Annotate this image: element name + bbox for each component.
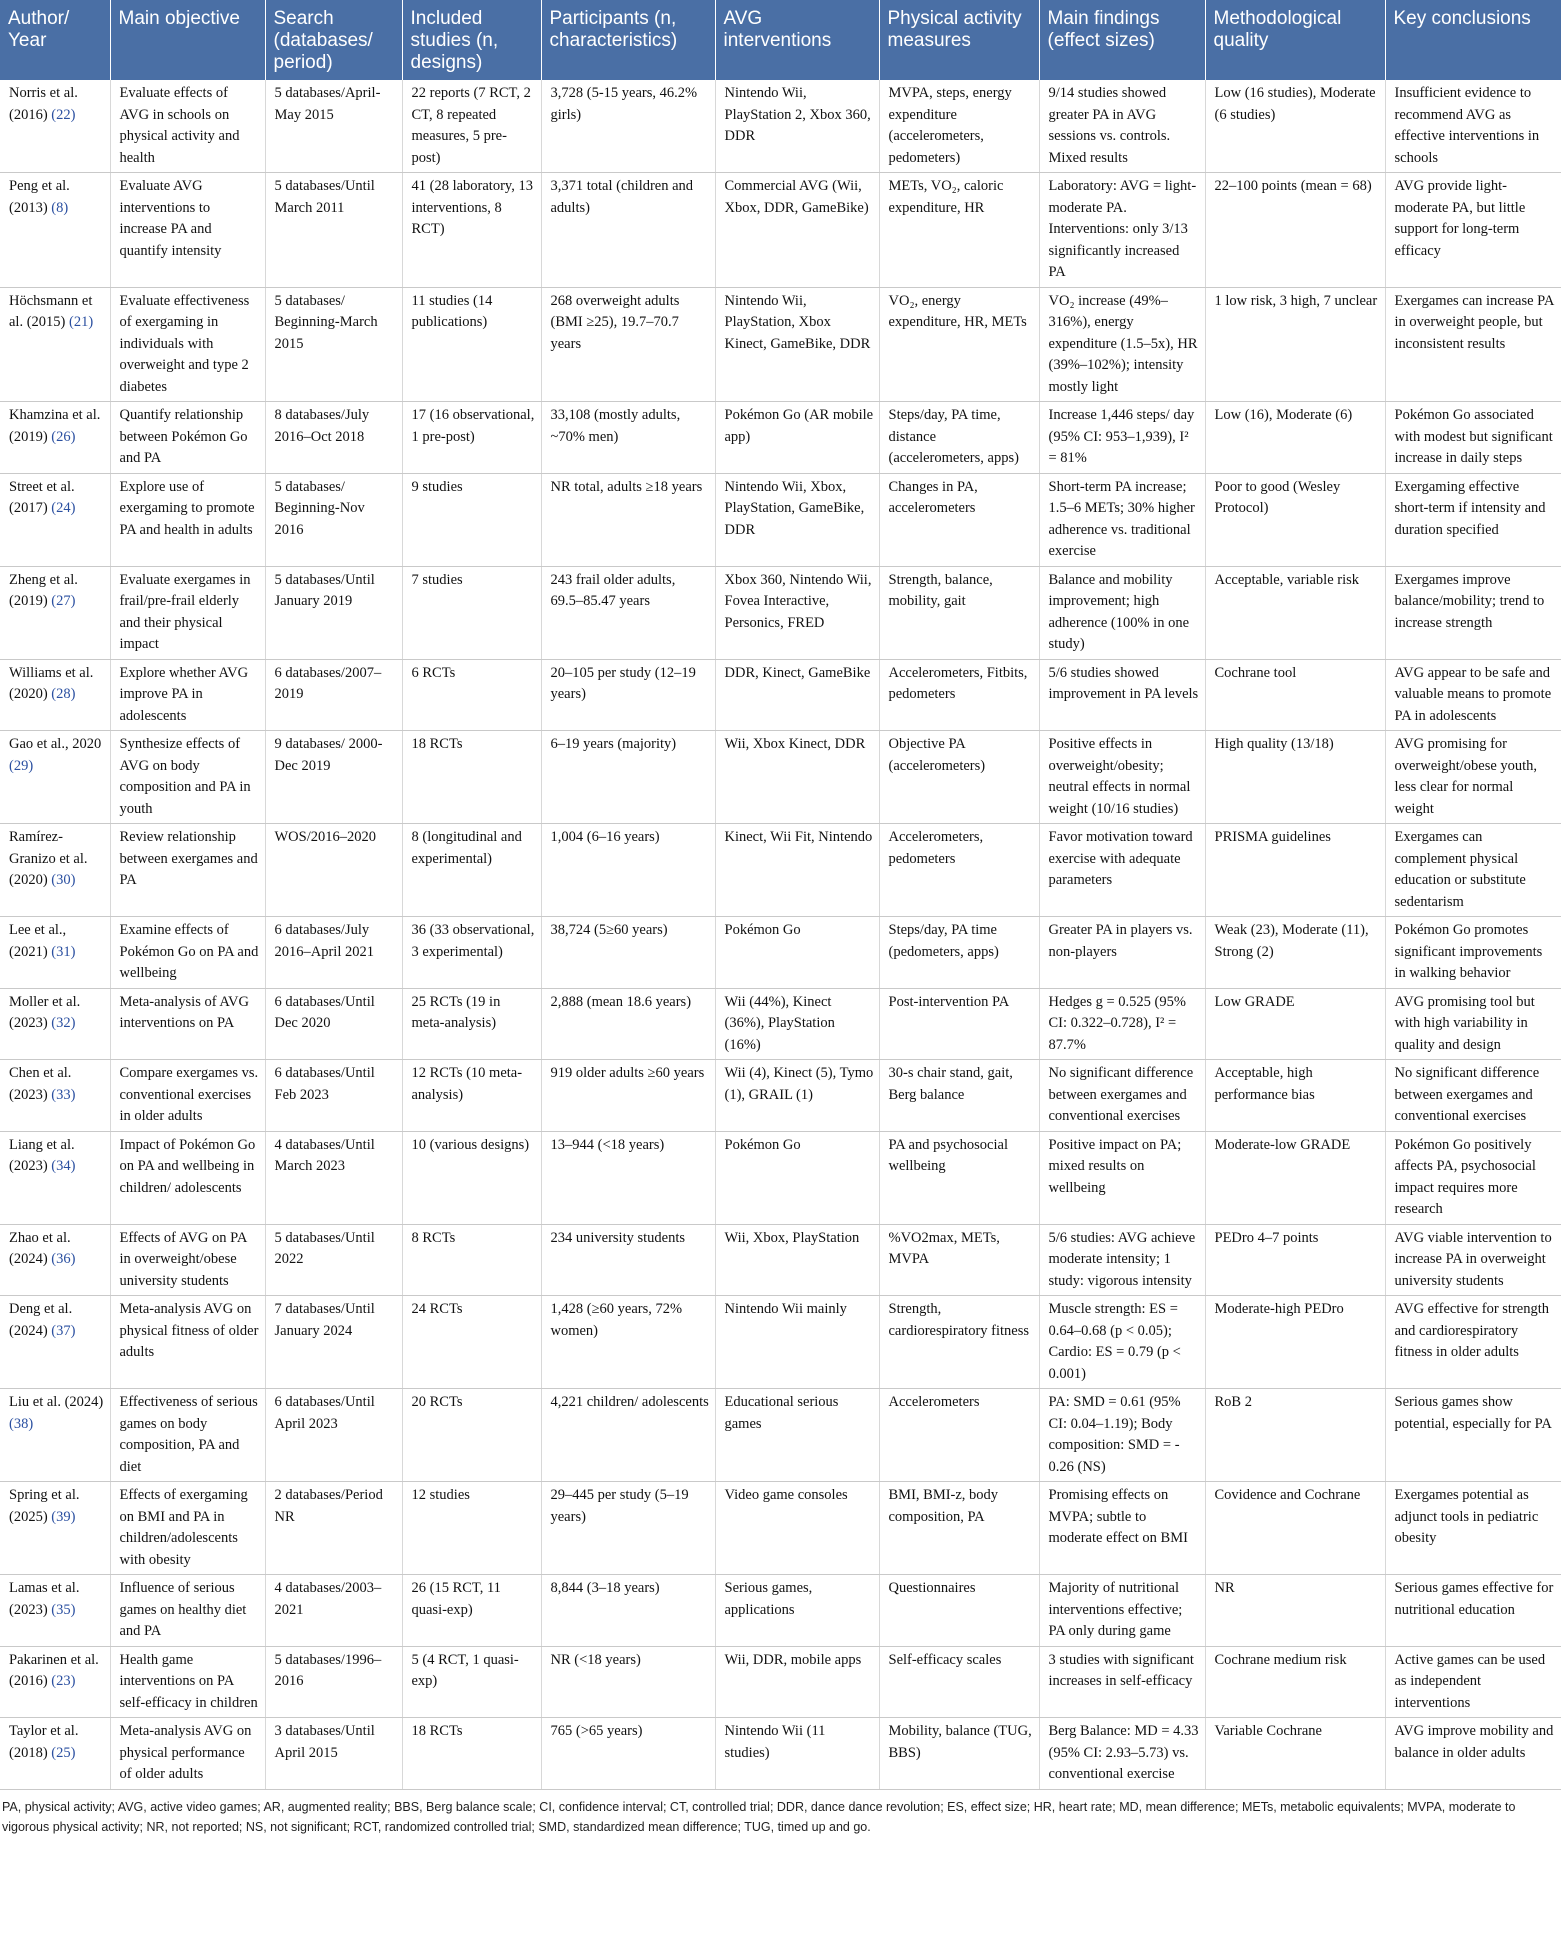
author-name: Ramírez-Granizo et al. (2020) xyxy=(9,829,88,888)
cell-avg-interventions: Kinect, Wii Fit, Nintendo xyxy=(715,824,879,917)
cell-main-findings: 3 studies with significant increases in self-efficacy xyxy=(1039,1646,1205,1718)
cell-avg-interventions: Nintendo Wii, PlayStation, Xbox Kinect, GameBike, DDR xyxy=(715,287,879,402)
table-row xyxy=(0,566,1561,659)
col-header-studies: Included studies (n, designs) xyxy=(402,0,541,80)
cell-main-findings: No significant difference between exergames and conventional exercises xyxy=(1039,1060,1205,1132)
cell-conclusions: Pokémon Go positively affects PA, psychosocial impact requires more research xyxy=(1385,1131,1561,1224)
reference-link[interactable]: (24) xyxy=(51,500,76,516)
cell-conclusions: Exergames improve balance/mobility; trend to increase strength xyxy=(1385,566,1561,659)
cell-search: 6 databases/2007–2019 xyxy=(265,659,402,731)
table-row xyxy=(0,1389,1561,1482)
table-row xyxy=(0,80,1561,173)
reference-link[interactable]: (39) xyxy=(51,1508,76,1525)
cell-avg-interventions: Pokémon Go (AR mobile app) xyxy=(715,402,879,474)
cell-quality: PEDro 4–7 points xyxy=(1205,1224,1385,1296)
cell-studies: 12 RCTs (10 meta-analysis) xyxy=(402,1060,541,1132)
cell-participants: 3,728 (5-15 years, 46.2% girls) xyxy=(541,80,715,173)
reference-link[interactable]: (35) xyxy=(51,1601,76,1618)
cell-author xyxy=(0,659,110,731)
author-name: Liu et al. (2024) xyxy=(9,1394,104,1410)
author-name: Moller et al. (2023) xyxy=(9,993,81,1031)
cell-conclusions: Insufficient evidence to recommend AVG as effective interventions in schools xyxy=(1385,80,1561,173)
cell-objective: Meta-analysis AVG on physical performance of older adults xyxy=(110,1718,265,1790)
cell-participants: 1,428 (≥60 years, 72% women) xyxy=(541,1296,715,1389)
author-name: Zhao et al. (2024) xyxy=(9,1229,71,1267)
author-name: Liang et al. (2023) xyxy=(9,1136,75,1174)
cell-avg-interventions: Wii, Xbox Kinect, DDR xyxy=(715,731,879,824)
cell-participants: 3,371 total (children and adults) xyxy=(541,173,715,288)
cell-participants: 13–944 (<18 years) xyxy=(541,1131,715,1224)
cell-search: 6 databases/Until Feb 2023 xyxy=(265,1060,402,1132)
table-row xyxy=(0,287,1561,402)
cell-pa-measures: Strength, balance, mobility, gait xyxy=(879,566,1039,659)
cell-avg-interventions: DDR, Kinect, GameBike xyxy=(715,659,879,731)
cell-author xyxy=(0,1646,110,1718)
table-row xyxy=(0,917,1561,989)
reference-link[interactable]: (34) xyxy=(51,1158,76,1174)
table-row xyxy=(0,473,1561,566)
cell-participants: NR (<18 years) xyxy=(541,1646,715,1718)
cell-studies: 41 (28 laboratory, 13 interventions, 8 RCT) xyxy=(402,173,541,288)
cell-search: 5 databases/Until March 2011 xyxy=(265,173,402,288)
cell-objective: Examine effects of Pokémon Go on PA and wellbeing xyxy=(110,917,265,989)
cell-author xyxy=(0,566,110,659)
cell-objective: Effectiveness of serious games on body composition, PA and diet xyxy=(110,1389,265,1482)
cell-avg-interventions: Pokémon Go xyxy=(715,917,879,989)
cell-studies: 18 RCTs xyxy=(402,1718,541,1790)
author-name: Taylor et al. (2018) xyxy=(9,1723,79,1761)
cell-studies: 7 studies xyxy=(402,566,541,659)
reference-link[interactable]: (30) xyxy=(51,872,76,888)
cell-quality: Covidence and Cochrane xyxy=(1205,1482,1385,1575)
reference-link[interactable]: (25) xyxy=(51,1744,76,1761)
cell-participants: 8,844 (3–18 years) xyxy=(541,1575,715,1647)
cell-pa-measures: BMI, BMI-z, body composition, PA xyxy=(879,1482,1039,1575)
cell-studies: 6 RCTs xyxy=(402,659,541,731)
reference-link[interactable]: (32) xyxy=(51,1015,76,1031)
table-row xyxy=(0,1224,1561,1296)
cell-author xyxy=(0,1482,110,1575)
cell-pa-measures: VO₂, energy expenditure, HR, METs xyxy=(879,287,1039,402)
author-name: Khamzina et al. (2019) xyxy=(9,407,101,445)
table-footnote: PA, physical activity; AVG, active video games; AR, augmented reality; BBS, Berg balance scale; CI, confidence interval; CT, controlled trial; DDR, dance dance revolution; ES, effect size; HR, heart rate; MD, mean difference; METs, metabolic equivalents; MVPA, moderate to vigorous physical activity; NR, not reported; NS, not significant; RCT, randomized controlled trial; SMD, standardized mean difference; TUG, timed up and go. xyxy=(2,1799,1516,1834)
cell-avg-interventions: Wii, DDR, mobile apps xyxy=(715,1646,879,1718)
cell-objective: Synthesize effects of AVG on body composition and PA in youth xyxy=(110,731,265,824)
cell-author xyxy=(0,824,110,917)
cell-studies: 26 (15 RCT, 11 quasi-exp) xyxy=(402,1575,541,1647)
reference-link[interactable]: (33) xyxy=(51,1086,76,1103)
cell-pa-measures: 30-s chair stand, gait, Berg balance xyxy=(879,1060,1039,1132)
cell-quality: Moderate-high PEDro xyxy=(1205,1296,1385,1389)
cell-conclusions: AVG improve mobility and balance in older adults xyxy=(1385,1718,1561,1790)
cell-conclusions: Serious games show potential, especially for PA xyxy=(1385,1389,1561,1482)
cell-main-findings: Greater PA in players vs. non-players xyxy=(1039,917,1205,989)
cell-avg-interventions: Video game consoles xyxy=(715,1482,879,1575)
col-header-avg: AVG interventions xyxy=(715,0,879,80)
reference-link[interactable]: (36) xyxy=(51,1251,76,1267)
cell-participants: 33,108 (mostly adults, ~70% men) xyxy=(541,402,715,474)
cell-objective: Explore whether AVG improve PA in adolescents xyxy=(110,659,265,731)
cell-search: 5 databases/April-May 2015 xyxy=(265,80,402,173)
cell-search: 4 databases/Until March 2023 xyxy=(265,1131,402,1224)
cell-author xyxy=(0,1575,110,1647)
reference-link[interactable]: (26) xyxy=(51,428,76,445)
author-name: Lee et al., (2021) xyxy=(9,922,67,960)
table-body xyxy=(0,80,1561,1789)
cell-participants: 234 university students xyxy=(541,1224,715,1296)
cell-participants: 20–105 per study (12–19 years) xyxy=(541,659,715,731)
cell-studies: 25 RCTs (19 in meta-analysis) xyxy=(402,988,541,1060)
author-name: Spring et al. (2025) xyxy=(9,1487,80,1525)
cell-main-findings: Balance and mobility improvement; high adherence (100% in one study) xyxy=(1039,566,1205,659)
cell-author xyxy=(0,1224,110,1296)
col-header-findings: Main findings (effect sizes) xyxy=(1039,0,1205,80)
author-name: Zheng et al. (2019) xyxy=(9,571,78,609)
cell-main-findings: PA: SMD = 0.61 (95% CI: 0.04–1.19); Body composition: SMD = - 0.26 (NS) xyxy=(1039,1389,1205,1482)
col-header-conclusions: Key conclusions xyxy=(1385,0,1561,80)
cell-pa-measures: Accelerometers, pedometers xyxy=(879,824,1039,917)
cell-quality: 22–100 points (mean = 68) xyxy=(1205,173,1385,288)
cell-studies: 17 (16 observational, 1 pre-post) xyxy=(402,402,541,474)
cell-quality: Acceptable, high performance bias xyxy=(1205,1060,1385,1132)
cell-participants: 268 overweight adults (BMI ≥25), 19.7–70.7 years xyxy=(541,287,715,402)
cell-quality: Moderate-low GRADE xyxy=(1205,1131,1385,1224)
cell-search: 6 databases/Until Dec 2020 xyxy=(265,988,402,1060)
cell-conclusions: Pokémon Go promotes significant improvements in walking behavior xyxy=(1385,917,1561,989)
table-row xyxy=(0,1296,1561,1389)
cell-objective: Quantify relationship between Pokémon Go and PA xyxy=(110,402,265,474)
cell-studies: 36 (33 observational, 3 experimental) xyxy=(402,917,541,989)
cell-avg-interventions: Nintendo Wii mainly xyxy=(715,1296,879,1389)
cell-avg-interventions: Nintendo Wii, Xbox, PlayStation, GameBike, DDR xyxy=(715,473,879,566)
cell-author xyxy=(0,1060,110,1132)
cell-search: 2 databases/Period NR xyxy=(265,1482,402,1575)
cell-conclusions: Serious games effective for nutritional education xyxy=(1385,1575,1561,1647)
reference-link[interactable]: (22) xyxy=(51,106,76,123)
author-name: Höchsmann et al. (2015) xyxy=(9,292,93,330)
cell-objective: Effects of exergaming on BMI and PA in children/adolescents with obesity xyxy=(110,1482,265,1575)
cell-studies: 24 RCTs xyxy=(402,1296,541,1389)
cell-pa-measures: Mobility, balance (TUG, BBS) xyxy=(879,1718,1039,1790)
cell-participants: 243 frail older adults, 69.5–85.47 years xyxy=(541,566,715,659)
cell-participants: 38,724 (5≥60 years) xyxy=(541,917,715,989)
cell-objective: Evaluate effectiveness of exergaming in individuals with overweight and type 2 diabetes xyxy=(110,287,265,402)
cell-conclusions: Exergaming effective short-term if intensity and duration specified xyxy=(1385,473,1561,566)
col-header-author: Author/ Year xyxy=(0,0,110,80)
cell-objective: Evaluate AVG interventions to increase PA and quantify intensity xyxy=(110,173,265,288)
cell-avg-interventions: Wii (4), Kinect (5), Tymo (1), GRAIL (1) xyxy=(715,1060,879,1132)
col-header-search: Search (databases/ period) xyxy=(265,0,402,80)
table-row xyxy=(0,1646,1561,1718)
cell-studies: 8 RCTs xyxy=(402,1224,541,1296)
cell-search: 5 databases/Until January 2019 xyxy=(265,566,402,659)
cell-conclusions: AVG provide light-moderate PA, but little support for long-term efficacy xyxy=(1385,173,1561,288)
cell-quality: Low GRADE xyxy=(1205,988,1385,1060)
cell-main-findings: Berg Balance: MD = 4.33 (95% CI: 2.93–5.73) vs. conventional exercise xyxy=(1039,1718,1205,1790)
cell-main-findings: Promising effects on MVPA; subtle to moderate effect on BMI xyxy=(1039,1482,1205,1575)
cell-avg-interventions: Nintendo Wii (11 studies) xyxy=(715,1718,879,1790)
author-name: Peng et al. (2013) xyxy=(9,178,70,216)
cell-conclusions: Pokémon Go associated with modest but significant increase in daily steps xyxy=(1385,402,1561,474)
cell-author xyxy=(0,287,110,402)
cell-pa-measures: Changes in PA, accelerometers xyxy=(879,473,1039,566)
cell-search: 7 databases/Until January 2024 xyxy=(265,1296,402,1389)
cell-studies: 9 studies xyxy=(402,473,541,566)
cell-main-findings: VO₂ increase (49%–316%), energy expenditure (1.5–5x), HR (39%–102%); intensity mostly light xyxy=(1039,287,1205,402)
cell-quality: High quality (13/18) xyxy=(1205,731,1385,824)
cell-quality: Poor to good (Wesley Protocol) xyxy=(1205,473,1385,566)
cell-main-findings: Positive impact on PA; mixed results on wellbeing xyxy=(1039,1131,1205,1224)
cell-objective: Meta-analysis AVG on physical fitness of older adults xyxy=(110,1296,265,1389)
cell-pa-measures: %VO2max, METs, MVPA xyxy=(879,1224,1039,1296)
cell-conclusions: Exergames potential as adjunct tools in pediatric obesity xyxy=(1385,1482,1561,1575)
cell-conclusions: Exergames can increase PA in overweight people, but inconsistent results xyxy=(1385,287,1561,402)
col-header-objective: Main objective xyxy=(110,0,265,80)
cell-author xyxy=(0,80,110,173)
cell-main-findings: Positive effects in overweight/obesity; neutral effects in normal weight (10/16 studies) xyxy=(1039,731,1205,824)
table-row xyxy=(0,1575,1561,1647)
cell-author xyxy=(0,173,110,288)
cell-participants: 2,888 (mean 18.6 years) xyxy=(541,988,715,1060)
cell-main-findings: 9/14 studies showed greater PA in AVG sessions vs. controls. Mixed results xyxy=(1039,80,1205,173)
cell-main-findings: 5/6 studies: AVG achieve moderate intensity; 1 study: vigorous intensity xyxy=(1039,1224,1205,1296)
cell-main-findings: Short-term PA increase; 1.5–6 METs; 30% higher adherence vs. traditional exercise xyxy=(1039,473,1205,566)
cell-search: WOS/2016–2020 xyxy=(265,824,402,917)
cell-pa-measures: METs, VO₂, caloric expenditure, HR xyxy=(879,173,1039,288)
cell-pa-measures: Steps/day, PA time, distance (accelerometers, apps) xyxy=(879,402,1039,474)
cell-avg-interventions: Wii, Xbox, PlayStation xyxy=(715,1224,879,1296)
cell-quality: Low (16 studies), Moderate (6 studies) xyxy=(1205,80,1385,173)
table-row xyxy=(0,1718,1561,1790)
cell-pa-measures: Accelerometers xyxy=(879,1389,1039,1482)
cell-objective: Meta-analysis of AVG interventions on PA xyxy=(110,988,265,1060)
cell-avg-interventions: Pokémon Go xyxy=(715,1131,879,1224)
cell-avg-interventions: Serious games, applications xyxy=(715,1575,879,1647)
author-name: Deng et al. (2024) xyxy=(9,1301,73,1339)
cell-pa-measures: Self-efficacy scales xyxy=(879,1646,1039,1718)
cell-main-findings: Favor motivation toward exercise with adequate parameters xyxy=(1039,824,1205,917)
cell-author xyxy=(0,402,110,474)
cell-pa-measures: Strength, cardiorespiratory fitness xyxy=(879,1296,1039,1389)
cell-search: 5 databases/1996–2016 xyxy=(265,1646,402,1718)
reference-link[interactable]: (23) xyxy=(51,1673,76,1689)
cell-avg-interventions: Educational serious games xyxy=(715,1389,879,1482)
cell-quality: RoB 2 xyxy=(1205,1389,1385,1482)
cell-studies: 5 (4 RCT, 1 quasi-exp) xyxy=(402,1646,541,1718)
cell-main-findings: 5/6 studies showed improvement in PA levels xyxy=(1039,659,1205,731)
cell-pa-measures: Questionnaires xyxy=(879,1575,1039,1647)
cell-main-findings: Laboratory: AVG = light-moderate PA. Interventions: only 3/13 significantly increased PA xyxy=(1039,173,1205,288)
cell-objective: Influence of serious games on healthy diet and PA xyxy=(110,1575,265,1647)
cell-author xyxy=(0,473,110,566)
cell-avg-interventions: Commercial AVG (Wii, Xbox, DDR, GameBike) xyxy=(715,173,879,288)
cell-objective: Effects of AVG on PA in overweight/obese university students xyxy=(110,1224,265,1296)
cell-search: 6 databases/Until April 2023 xyxy=(265,1389,402,1482)
cell-participants: 29–445 per study (5–19 years) xyxy=(541,1482,715,1575)
cell-objective: Review relationship between exergames and PA xyxy=(110,824,265,917)
cell-main-findings: Hedges g = 0.525 (95% CI: 0.322–0.728), I² = 87.7% xyxy=(1039,988,1205,1060)
cell-search: 5 databases/ Beginning-March 2015 xyxy=(265,287,402,402)
cell-studies: 11 studies (14 publications) xyxy=(402,287,541,402)
cell-author xyxy=(0,1131,110,1224)
cell-avg-interventions: Nintendo Wii, PlayStation 2, Xbox 360, DDR xyxy=(715,80,879,173)
cell-quality: Cochrane medium risk xyxy=(1205,1646,1385,1718)
cell-author xyxy=(0,1389,110,1482)
cell-author xyxy=(0,731,110,824)
cell-pa-measures: Objective PA (accelerometers) xyxy=(879,731,1039,824)
cell-conclusions: No significant difference between exergames and conventional exercises xyxy=(1385,1060,1561,1132)
col-header-quality: Methodological quality xyxy=(1205,0,1385,80)
cell-quality: NR xyxy=(1205,1575,1385,1647)
table-row xyxy=(0,173,1561,288)
cell-objective: Evaluate effects of AVG in schools on physical activity and health xyxy=(110,80,265,173)
cell-quality: Acceptable, variable risk xyxy=(1205,566,1385,659)
reference-link[interactable]: (28) xyxy=(51,686,76,702)
author-name: Gao et al., 2020 xyxy=(9,736,102,752)
cell-participants: NR total, adults ≥18 years xyxy=(541,473,715,566)
cell-participants: 765 (>65 years) xyxy=(541,1718,715,1790)
cell-conclusions: Exergames can complement physical education or substitute sedentarism xyxy=(1385,824,1561,917)
reference-link[interactable]: (37) xyxy=(51,1322,76,1339)
cell-objective: Impact of Pokémon Go on PA and wellbeing in children/ adolescents xyxy=(110,1131,265,1224)
cell-studies: 22 reports (7 RCT, 2 CT, 8 repeated measures, 5 pre-post) xyxy=(402,80,541,173)
cell-search: 3 databases/Until April 2015 xyxy=(265,1718,402,1790)
table-row xyxy=(0,988,1561,1060)
cell-participants: 1,004 (6–16 years) xyxy=(541,824,715,917)
reference-link[interactable]: (29) xyxy=(9,757,34,774)
table-row xyxy=(0,1131,1561,1224)
author-name: Norris et al. (2016) xyxy=(9,85,78,123)
col-header-participants: Participants (n, characteristics) xyxy=(541,0,715,80)
reference-link[interactable]: (38) xyxy=(9,1415,34,1432)
cell-search: 6 databases/July 2016–April 2021 xyxy=(265,917,402,989)
cell-main-findings: Muscle strength: ES = 0.64–0.68 (p < 0.05); Cardio: ES = 0.79 (p < 0.001) xyxy=(1039,1296,1205,1389)
cell-quality: 1 low risk, 3 high, 7 unclear xyxy=(1205,287,1385,402)
cell-conclusions: AVG promising tool but with high variability in quality and design xyxy=(1385,988,1561,1060)
cell-author xyxy=(0,1296,110,1389)
cell-main-findings: Majority of nutritional interventions effective; PA only during game xyxy=(1039,1575,1205,1647)
cell-quality: PRISMA guidelines xyxy=(1205,824,1385,917)
header-row xyxy=(0,0,1561,80)
author-name: Lamas et al. (2023) xyxy=(9,1580,80,1618)
cell-pa-measures: Post-intervention PA xyxy=(879,988,1039,1060)
cell-pa-measures: PA and psychosocial wellbeing xyxy=(879,1131,1039,1224)
table-row xyxy=(0,1482,1561,1575)
cell-studies: 18 RCTs xyxy=(402,731,541,824)
cell-quality: Cochrane tool xyxy=(1205,659,1385,731)
cell-participants: 4,221 children/ adolescents xyxy=(541,1389,715,1482)
cell-conclusions: Active games can be used as independent interventions xyxy=(1385,1646,1561,1718)
col-header-measures: Physical activity measures xyxy=(879,0,1039,80)
table-row xyxy=(0,402,1561,474)
cell-quality: Variable Cochrane xyxy=(1205,1718,1385,1790)
table-row xyxy=(0,824,1561,917)
table-header xyxy=(0,0,1561,80)
author-name: Chen et al. (2023) xyxy=(9,1065,72,1103)
cell-participants: 6–19 years (majority) xyxy=(541,731,715,824)
cell-author xyxy=(0,1718,110,1790)
cell-pa-measures: Accelerometers, Fitbits, pedometers xyxy=(879,659,1039,731)
cell-search: 8 databases/July 2016–Oct 2018 xyxy=(265,402,402,474)
cell-objective: Explore use of exergaming to promote PA and health in adults xyxy=(110,473,265,566)
reference-link[interactable]: (27) xyxy=(51,593,76,609)
cell-search: 4 databases/2003–2021 xyxy=(265,1575,402,1647)
cell-conclusions: AVG effective for strength and cardiorespiratory fitness in older adults xyxy=(1385,1296,1561,1389)
cell-main-findings: Increase 1,446 steps/ day (95% CI: 953–1,939), I² = 81% xyxy=(1039,402,1205,474)
cell-search: 5 databases/ Beginning-Nov 2016 xyxy=(265,473,402,566)
cell-participants: 919 older adults ≥60 years xyxy=(541,1060,715,1132)
cell-studies: 12 studies xyxy=(402,1482,541,1575)
cell-quality: Low (16), Moderate (6) xyxy=(1205,402,1385,474)
cell-avg-interventions: Xbox 360, Nintendo Wii, Fovea Interactive, Personics, FRED xyxy=(715,566,879,659)
cell-conclusions: AVG appear to be safe and valuable means to promote PA in adolescents xyxy=(1385,659,1561,731)
reference-link[interactable]: (31) xyxy=(51,943,76,960)
author-name: Pakarinen et al. (2016) xyxy=(9,1651,99,1689)
cell-studies: 8 (longitudinal and experimental) xyxy=(402,824,541,917)
cell-conclusions: AVG viable intervention to increase PA in overweight university students xyxy=(1385,1224,1561,1296)
cell-conclusions: AVG promising for overweight/obese youth, less clear for normal weight xyxy=(1385,731,1561,824)
author-name: Street et al. (2017) xyxy=(9,478,75,516)
cell-studies: 10 (various designs) xyxy=(402,1131,541,1224)
cell-author xyxy=(0,917,110,989)
cell-objective: Compare exergames vs. conventional exercises in older adults xyxy=(110,1060,265,1132)
cell-pa-measures: Steps/day, PA time (pedometers, apps) xyxy=(879,917,1039,989)
table-row xyxy=(0,1060,1561,1132)
cell-objective: Evaluate exergames in frail/pre-frail elderly and their physical impact xyxy=(110,566,265,659)
reference-link[interactable]: (8) xyxy=(51,199,69,216)
cell-objective: Health game interventions on PA self-efficacy in children xyxy=(110,1646,265,1718)
cell-author xyxy=(0,988,110,1060)
table-row xyxy=(0,731,1561,824)
cell-pa-measures: MVPA, steps, energy expenditure (accelerometers, pedometers) xyxy=(879,80,1039,173)
reference-link[interactable]: (21) xyxy=(69,314,94,330)
cell-quality: Weak (23), Moderate (11), Strong (2) xyxy=(1205,917,1385,989)
table-row xyxy=(0,659,1561,731)
cell-avg-interventions: Wii (44%), Kinect (36%), PlayStation (16%) xyxy=(715,988,879,1060)
cell-search: 9 databases/ 2000-Dec 2019 xyxy=(265,731,402,824)
cell-studies: 20 RCTs xyxy=(402,1389,541,1482)
author-name: Williams et al. (2020) xyxy=(9,664,94,702)
cell-search: 5 databases/Until 2022 xyxy=(265,1224,402,1296)
